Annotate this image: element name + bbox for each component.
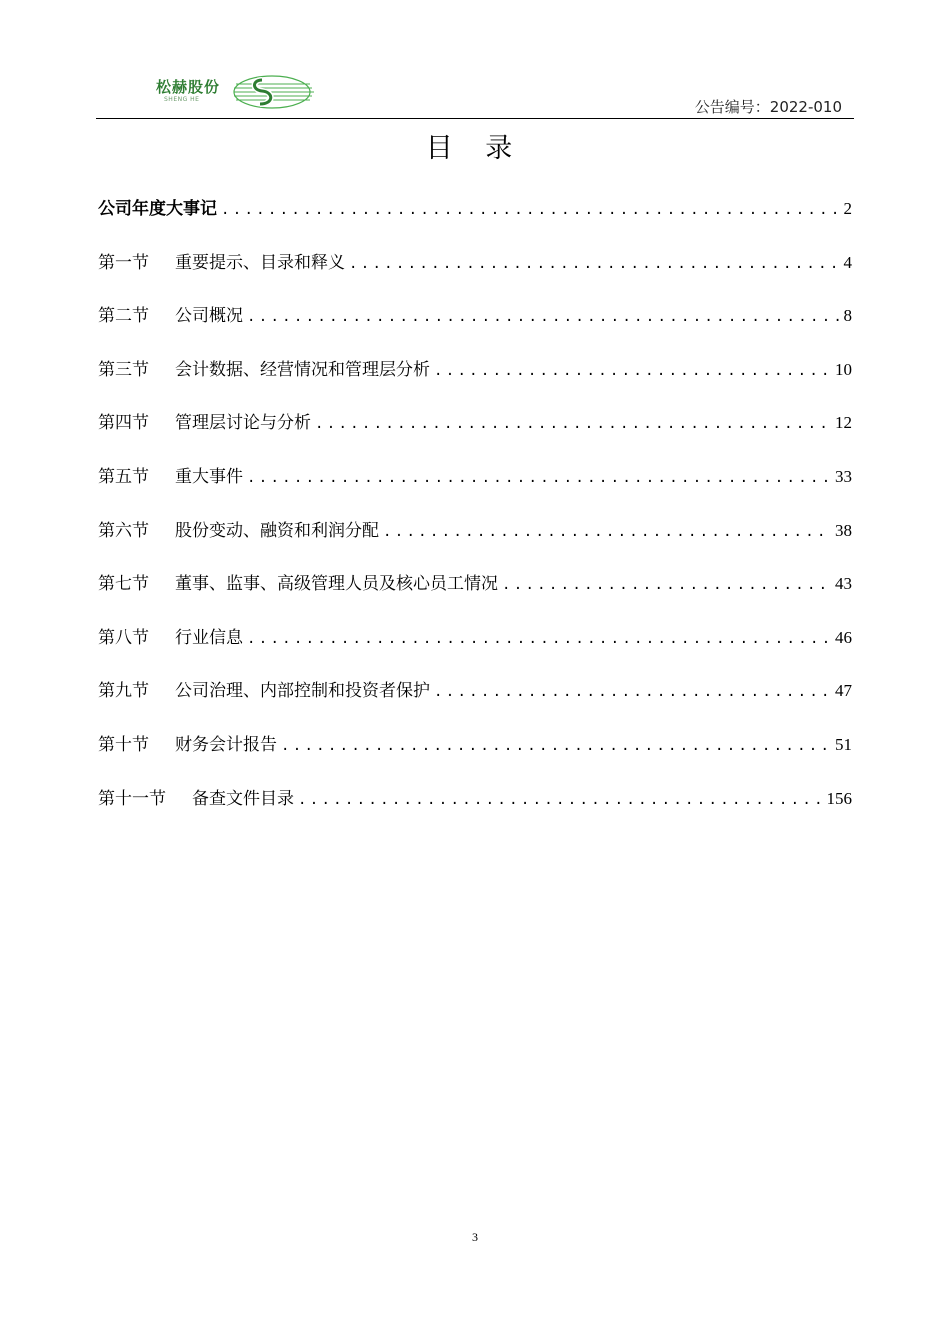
toc-entry-title: 股份变动、融资和利润分配	[175, 520, 379, 541]
toc-entry-page: 156	[826, 788, 852, 808]
toc-entry[interactable]	[98, 355, 852, 409]
toc-entry-title: 财务会计报告	[175, 734, 277, 755]
toc-entry-title: 重要提示、目录和释义	[175, 252, 345, 273]
toc-entry-page: 51	[835, 734, 852, 754]
toc-entry[interactable]	[98, 623, 852, 677]
toc-entry-title: 重大事件	[175, 466, 243, 487]
toc-entry[interactable]	[98, 301, 852, 355]
toc-leader-dots	[247, 631, 831, 647]
toc-entry-section: 第七节	[98, 574, 149, 595]
toc-entry-section: 第十一节	[98, 788, 166, 809]
toc-entry-title: 董事、监事、高级管理人员及核心员工情况	[175, 574, 498, 595]
toc-entry-title: 公司年度大事记	[98, 199, 217, 219]
toc-leader-dots	[434, 363, 831, 379]
toc-entry-page: 43	[835, 574, 852, 594]
toc-entry-page: 38	[835, 520, 852, 540]
toc-leader-dots	[247, 309, 840, 325]
toc-entry-section: 第二节	[98, 306, 149, 327]
toc-entry-section: 第五节	[98, 466, 149, 487]
toc-entry-page: 10	[835, 359, 852, 379]
toc-entry-section: 第六节	[98, 520, 149, 541]
toc-entry-title: 公司治理、内部控制和投资者保护	[175, 681, 430, 702]
toc-entry[interactable]	[98, 784, 852, 838]
toc-entry-title: 备查文件目录	[192, 788, 294, 809]
toc-title: 目 录	[425, 133, 525, 164]
logo-subtext: SHENG HE	[164, 96, 200, 103]
toc-entry[interactable]	[98, 462, 852, 516]
toc-leader-dots	[383, 524, 831, 540]
logo-text: 松赫股份	[156, 78, 221, 96]
toc-entry-page: 47	[835, 681, 852, 701]
toc-leader-dots	[502, 577, 831, 593]
toc-leader-dots	[315, 416, 831, 432]
toc-entry-title: 会计数据、经营情况和管理层分析	[175, 359, 430, 380]
toc-entry[interactable]	[98, 676, 852, 730]
toc-entry[interactable]	[98, 248, 852, 302]
logo-emblem-icon	[232, 72, 316, 112]
toc-entry-page: 4	[843, 252, 852, 272]
toc-entry-section: 第三节	[98, 359, 149, 380]
toc-leader-dots	[221, 202, 840, 218]
toc-entry-page: 2	[843, 199, 852, 218]
toc-leader-dots	[298, 792, 823, 808]
toc-entry-page: 46	[835, 627, 852, 647]
toc-entry-title: 行业信息	[175, 627, 243, 648]
toc-entry-title: 管理层讨论与分析	[175, 413, 311, 434]
toc-entry-section: 第八节	[98, 627, 149, 648]
toc-entry-section: 第四节	[98, 413, 149, 434]
toc-entry-page: 33	[835, 466, 852, 486]
toc-entry[interactable]	[98, 730, 852, 784]
toc-leader-dots	[281, 738, 831, 754]
toc-entry[interactable]	[98, 408, 852, 462]
announcement-number: 公告编号：2022-010	[694, 98, 842, 116]
toc-entry[interactable]	[98, 194, 852, 248]
toc-entry-section: 第一节	[98, 252, 149, 273]
toc-entry[interactable]	[98, 569, 852, 623]
toc-leader-dots	[247, 470, 831, 486]
toc-leader-dots	[434, 684, 831, 700]
table-of-contents	[98, 194, 852, 837]
toc-entry-section: 第九节	[98, 681, 149, 702]
toc-entry-title: 公司概况	[175, 306, 243, 327]
toc-entry-page: 8	[843, 306, 852, 326]
toc-entry[interactable]	[98, 516, 852, 570]
toc-entry-page: 12	[835, 413, 852, 433]
toc-entry-section: 第十节	[98, 734, 149, 755]
toc-leader-dots	[349, 256, 840, 272]
page-number: 3	[472, 1230, 478, 1244]
page-header	[96, 60, 854, 119]
company-logo	[156, 72, 376, 116]
